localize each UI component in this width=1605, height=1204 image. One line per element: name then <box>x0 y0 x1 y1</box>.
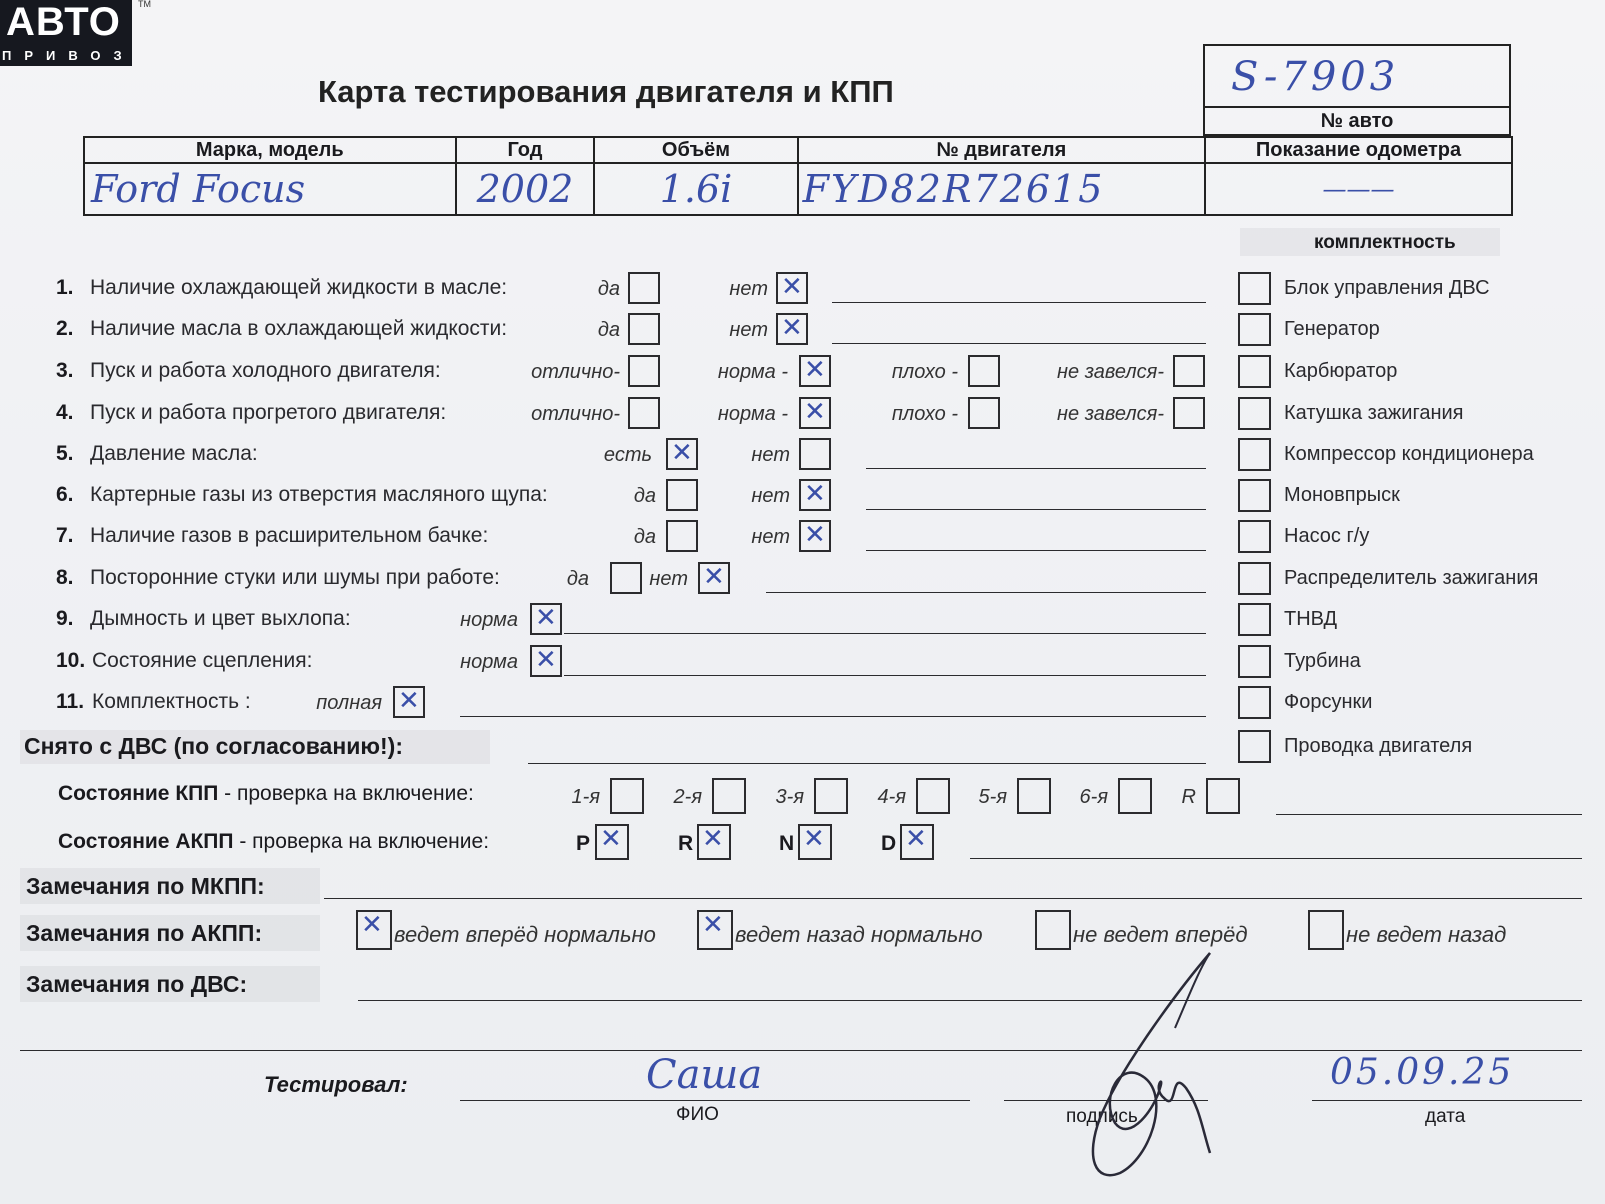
option-checkbox[interactable] <box>799 520 831 552</box>
auto-number-label: № авто <box>1320 110 1394 132</box>
akpp-mode-checkbox[interactable] <box>595 824 629 860</box>
header-col-volume: Объём <box>594 137 797 163</box>
question-note-line[interactable] <box>832 302 1206 303</box>
komplektnost-checkbox[interactable] <box>1238 397 1271 430</box>
akpp-remark-checkbox[interactable] <box>1035 910 1071 950</box>
tested-by-label: Тестировал: <box>264 1072 408 1097</box>
kpp-gear-label: 2-я <box>673 786 702 808</box>
question-number: 2. <box>56 317 74 340</box>
value-year: 2002 <box>456 163 595 215</box>
date-line[interactable] <box>1312 1100 1582 1101</box>
option-checkbox[interactable] <box>799 397 831 429</box>
akpp-remark-checkbox[interactable] <box>356 910 392 950</box>
komplektnost-checkbox[interactable] <box>1238 313 1271 346</box>
option-label: норма - <box>717 361 788 383</box>
option-label: полная <box>316 692 382 714</box>
question-text: Состояние сцепления: <box>92 649 313 672</box>
logo-sub-text: ПРИВОЗ <box>2 48 135 63</box>
komplektnost-item-label: Проводка двигателя <box>1284 735 1473 757</box>
komplektnost-checkbox[interactable] <box>1238 645 1271 678</box>
komplektnost-checkbox[interactable] <box>1238 562 1271 595</box>
question-text: Посторонние стуки или шумы при работе: <box>90 566 500 589</box>
separator-line <box>20 1050 1582 1051</box>
option-checkbox[interactable] <box>776 272 808 304</box>
akpp-line[interactable] <box>970 858 1582 859</box>
kpp-gear-checkbox[interactable] <box>814 778 848 814</box>
value-odometer: ——— <box>1205 163 1512 215</box>
signature-scribble <box>1060 948 1230 1188</box>
question-number: 3. <box>56 359 74 382</box>
komplektnost-item-label: Генератор <box>1284 318 1380 340</box>
kpp-line[interactable] <box>1276 814 1582 815</box>
question-number: 6. <box>56 483 74 506</box>
kpp-gear-checkbox[interactable] <box>1118 778 1152 814</box>
question-number: 7. <box>56 524 74 547</box>
tester-name-value: Саша <box>646 1052 763 1098</box>
kpp-gear-label: 5-я <box>978 786 1007 808</box>
kpp-label: Состояние КПП - проверка на включение: <box>58 782 474 805</box>
header-col-model: Марка, модель <box>84 137 456 163</box>
question-note-line[interactable] <box>564 675 1206 676</box>
option-checkbox[interactable] <box>968 355 1000 387</box>
option-label: нет <box>751 526 790 548</box>
remarks-dvs-label: Замечания по ДВС: <box>26 971 248 997</box>
option-label: не завелся- <box>1057 403 1164 425</box>
vehicle-info-table <box>83 136 1513 216</box>
option-checkbox[interactable] <box>1173 355 1205 387</box>
akpp-mode-checkbox[interactable] <box>697 824 731 860</box>
option-checkbox[interactable] <box>799 438 831 470</box>
question-text: Комплектность : <box>92 690 251 713</box>
kpp-gear-label: 6-я <box>1079 786 1108 808</box>
akpp-mode-label: D <box>881 832 897 855</box>
question-text: Дымность и цвет выхлопа: <box>90 607 351 630</box>
komplektnost-item-label: Компрессор кондиционера <box>1284 443 1534 465</box>
header-col-odometer: Показание одометра <box>1205 137 1512 163</box>
option-label: нет <box>751 485 790 507</box>
option-checkbox[interactable] <box>393 686 425 718</box>
question-note-line[interactable] <box>766 592 1206 593</box>
komplektnost-item-label: Форсунки <box>1284 691 1373 713</box>
option-label: да <box>633 485 656 507</box>
option-label: есть <box>603 444 652 466</box>
komplektnost-item-label: Моновпрыск <box>1284 484 1400 506</box>
tester-name-label: ФИО <box>676 1104 719 1125</box>
kpp-gear-checkbox[interactable] <box>610 778 644 814</box>
akpp-mode-label: N <box>779 832 795 855</box>
komplektnost-item-label: Распределитель зажигания <box>1284 567 1539 589</box>
option-checkbox[interactable] <box>628 355 660 387</box>
option-label: да <box>633 526 656 548</box>
komplektnost-item-label: Катушка зажигания <box>1284 402 1464 424</box>
option-checkbox[interactable] <box>1173 397 1205 429</box>
akpp-remark-checkbox[interactable] <box>1308 910 1344 950</box>
signature-label: подпись <box>1066 1106 1138 1127</box>
akpp-mode-checkbox[interactable] <box>900 824 934 860</box>
question-text: Наличие газов в расширительном бачке: <box>90 524 489 547</box>
question-text: Наличие охлаждающей жидкости в масле: <box>90 276 508 299</box>
question-number: 8. <box>56 566 74 589</box>
question-text: Пуск и работа прогретого двигателя: <box>90 401 447 424</box>
question-note-line[interactable] <box>832 343 1206 344</box>
question-note-line[interactable] <box>866 509 1206 510</box>
auto-number-box <box>1203 44 1511 136</box>
komplektnost-checkbox[interactable] <box>1238 272 1271 305</box>
kpp-gear-label: 4-я <box>877 786 906 808</box>
option-checkbox[interactable] <box>610 562 642 594</box>
akpp-remark-label: ведет назад нормально <box>735 922 983 947</box>
removed-line[interactable] <box>528 763 1206 764</box>
komplektnost-checkbox[interactable] <box>1238 520 1271 553</box>
komplektnost-title: комплектность <box>1314 232 1456 253</box>
option-label: норма - <box>717 403 788 425</box>
option-checkbox[interactable] <box>530 645 562 677</box>
remarks-akpp-label: Замечания по АКПП: <box>26 920 263 946</box>
option-checkbox[interactable] <box>628 397 660 429</box>
akpp-mode-label: P <box>576 832 591 855</box>
logo-tm: TM <box>138 0 151 9</box>
komplektnost-item-label: Блок управления ДВС <box>1284 277 1490 299</box>
komplektnost-checkbox[interactable] <box>1238 730 1271 763</box>
option-label: нет <box>729 319 768 341</box>
tester-name-line[interactable] <box>460 1100 970 1101</box>
option-checkbox[interactable] <box>666 479 698 511</box>
option-checkbox[interactable] <box>776 313 808 345</box>
option-label: норма <box>460 609 518 631</box>
option-checkbox[interactable] <box>628 313 660 345</box>
komplektnost-item-label: Турбина <box>1284 650 1361 672</box>
akpp-remark-label: ведет вперёд нормально <box>394 922 656 947</box>
question-note-line[interactable] <box>866 468 1206 469</box>
komplektnost-checkbox[interactable] <box>1238 686 1271 719</box>
option-label: отлично- <box>531 361 620 383</box>
option-checkbox[interactable] <box>698 562 730 594</box>
option-label: нет <box>649 568 688 590</box>
logo-main-text: АВТО <box>6 0 121 44</box>
akpp-mode-label: R <box>678 832 694 855</box>
option-label: отлично- <box>531 403 620 425</box>
remarks-mkpp-line[interactable] <box>324 898 1582 899</box>
date-value: 05.09.25 <box>1330 1052 1515 1093</box>
option-checkbox[interactable] <box>530 603 562 635</box>
remarks-mkpp-label: Замечания по МКПП: <box>26 873 265 899</box>
kpp-gear-label: 1-я <box>571 786 600 808</box>
question-number: 10. <box>56 649 86 672</box>
question-number: 1. <box>56 276 74 299</box>
kpp-gear-checkbox[interactable] <box>916 778 950 814</box>
kpp-gear-checkbox[interactable] <box>1017 778 1051 814</box>
komplektnost-item-label: Карбюратор <box>1284 360 1398 382</box>
question-text: Наличие масла в охлаждающей жидкости: <box>90 317 508 340</box>
option-checkbox[interactable] <box>799 479 831 511</box>
option-label: норма <box>460 651 518 673</box>
option-label: не завелся- <box>1057 361 1164 383</box>
value-engine-number: FYD82R72615 <box>798 163 1205 215</box>
option-label: да <box>597 278 620 300</box>
avtoprivoz-logo <box>0 0 135 66</box>
option-label: нет <box>729 278 768 300</box>
option-label: плохо - <box>891 403 958 425</box>
question-note-line[interactable] <box>866 550 1206 551</box>
kpp-gear-checkbox[interactable] <box>1206 778 1240 814</box>
auto-number-value: S-7903 <box>1231 54 1400 100</box>
option-checkbox[interactable] <box>628 272 660 304</box>
akpp-remark-checkbox[interactable] <box>697 910 733 950</box>
question-number: 9. <box>56 607 74 630</box>
date-label: дата <box>1425 1106 1466 1127</box>
option-label: плохо - <box>891 361 958 383</box>
kpp-gear-checkbox[interactable] <box>712 778 746 814</box>
komplektnost-checkbox[interactable] <box>1238 603 1271 636</box>
header-col-year: Год <box>456 137 595 163</box>
option-label: да <box>597 319 620 341</box>
header-col-engine-number: № двигателя <box>798 137 1205 163</box>
value-volume: 1.6i <box>594 163 797 215</box>
akpp-remark-label: не ведет вперёд <box>1073 922 1248 947</box>
option-checkbox[interactable] <box>666 438 698 470</box>
akpp-remark-label: не ведет назад <box>1346 922 1507 947</box>
option-checkbox[interactable] <box>799 355 831 387</box>
option-label: да <box>566 568 589 590</box>
option-checkbox[interactable] <box>666 520 698 552</box>
question-text: Пуск и работа холодного двигателя: <box>90 359 441 382</box>
komplektnost-item-label: Насос г/у <box>1284 525 1370 547</box>
question-number: 11. <box>56 690 85 713</box>
remarks-dvs-line[interactable] <box>358 1000 1582 1001</box>
kpp-gear-label: 3-я <box>775 786 804 808</box>
kpp-gear-label: R <box>1181 786 1196 808</box>
komplektnost-checkbox[interactable] <box>1238 438 1271 471</box>
akpp-mode-checkbox[interactable] <box>798 824 832 860</box>
question-note-line[interactable] <box>460 716 1206 717</box>
komplektnost-item-label: ТНВД <box>1284 608 1338 630</box>
option-checkbox[interactable] <box>968 397 1000 429</box>
removed-label: Снято с ДВС (по согласованию!): <box>24 733 403 759</box>
komplektnost-checkbox[interactable] <box>1238 355 1271 388</box>
question-number: 5. <box>56 442 74 465</box>
value-model: Ford Focus <box>84 163 456 215</box>
question-number: 4. <box>56 401 74 424</box>
page-title: Карта тестирования двигателя и КПП <box>318 74 894 109</box>
question-text: Давление масла: <box>90 442 258 465</box>
komplektnost-checkbox[interactable] <box>1238 479 1271 512</box>
option-label: нет <box>751 444 790 466</box>
akpp-label: Состояние АКПП - проверка на включение: <box>58 830 490 853</box>
question-text: Картерные газы из отверстия масляного щупа: <box>90 483 548 506</box>
question-note-line[interactable] <box>564 633 1206 634</box>
